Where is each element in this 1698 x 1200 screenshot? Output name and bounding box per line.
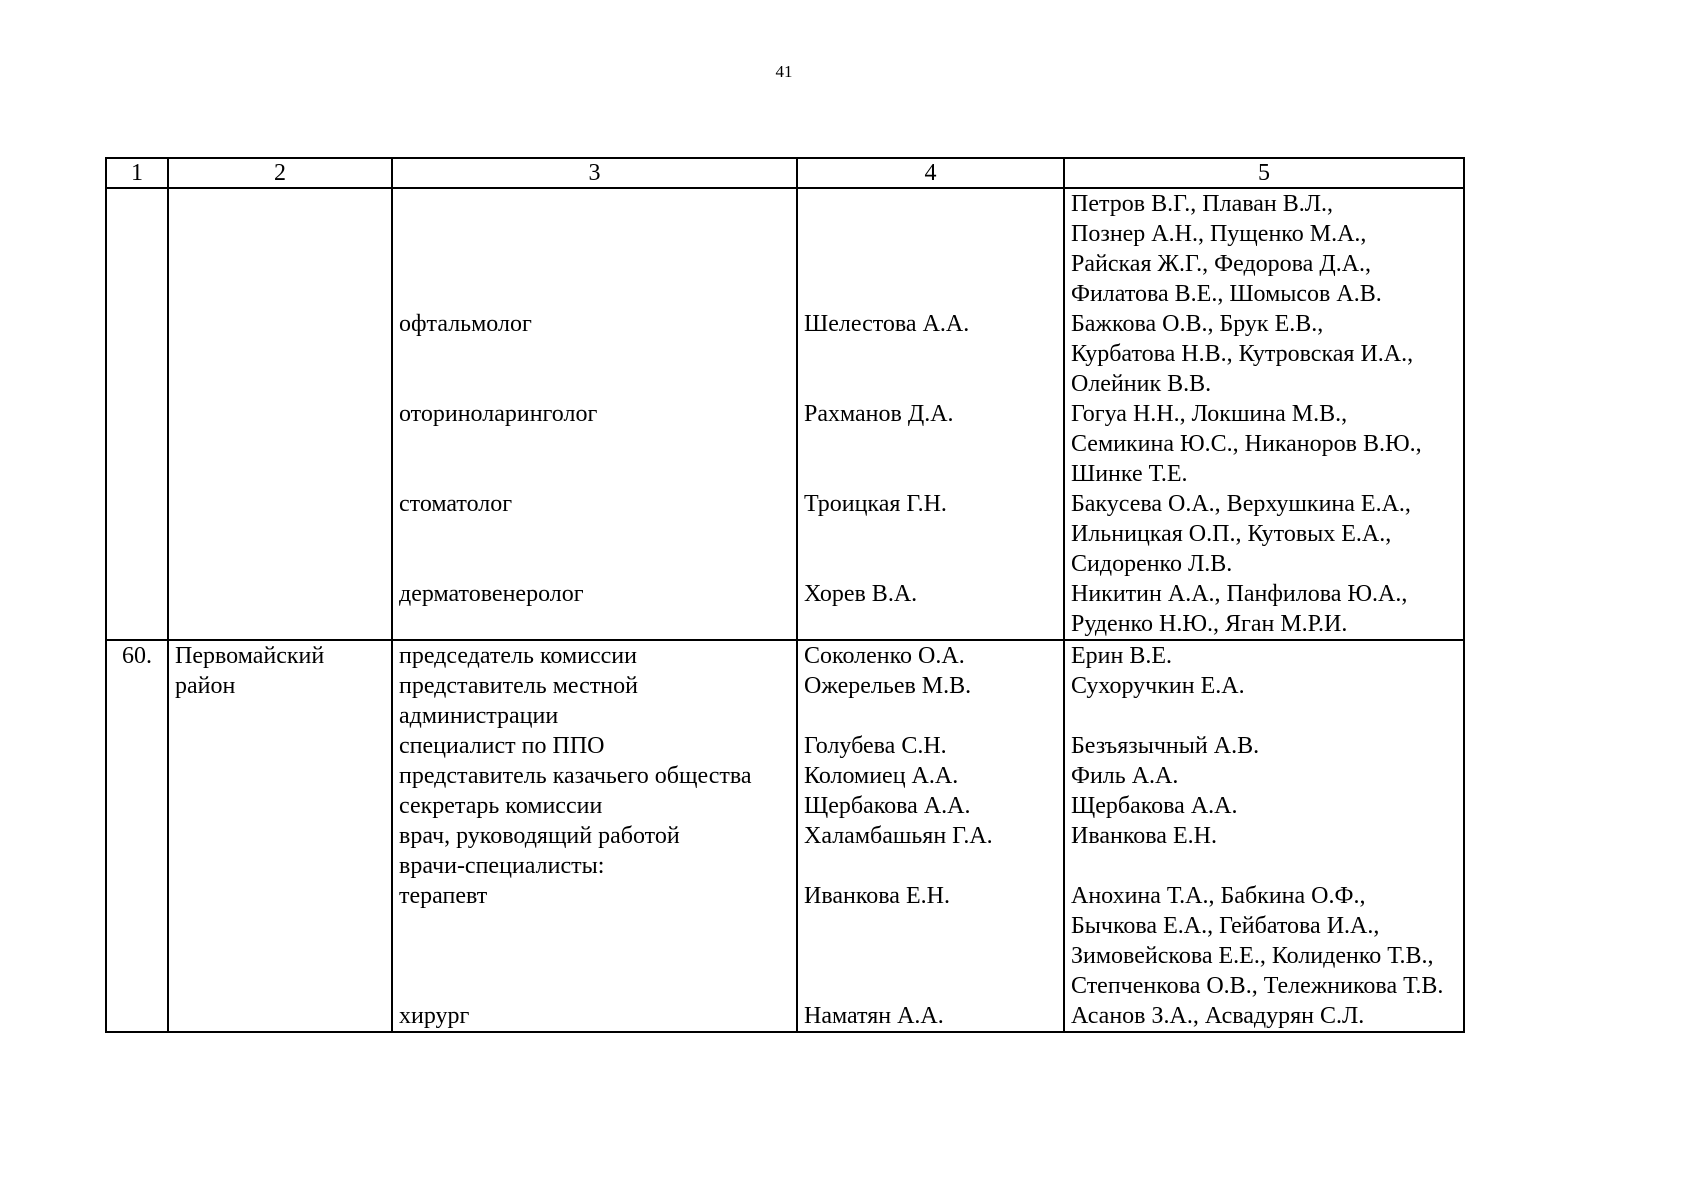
header-col-5: 5 — [1064, 158, 1464, 188]
district-name: Первомайский район — [168, 640, 392, 1032]
page-number: 41 — [775, 62, 793, 81]
district-name — [168, 188, 392, 640]
row-number — [106, 188, 168, 640]
table-header-row — [106, 158, 1464, 188]
header-col-2: 2 — [168, 158, 392, 188]
commission-table — [105, 157, 1465, 1033]
row-number: 60. — [106, 640, 168, 1032]
reserve-members: Ерин В.Е. Сухоручкин Е.А. Безъязычный А.В. Филь А.А. Щербакова А.А. Иванкова Е.Н. Анохина Т.А., Бабкина О.Ф., Бычкова Е.А., Гейбатова И.А., Зимовейскова Е.Е., Колиденко Т.В., Степченкова О.В., Тележникова Т.В. Асанов З.А., Асвадурян С.Л. — [1064, 640, 1464, 1032]
table-row — [106, 188, 1464, 640]
commission-roles: офтальмолог оториноларинголог стоматолог дерматовенеролог — [392, 188, 797, 640]
reserve-members: Петров В.Г., Плаван В.Л., Познер А.Н., Пущенко М.А., Райская Ж.Г., Федорова Д.А., Филатова В.Е., Шомысов А.В. Бажкова О.В., Брук Е.В., Курбатова Н.В., Кутровская И.А., Олейник В.В. Гогуа Н.Н., Локшина М.В., Семикина Ю.С., Никаноров В.Ю., Шинке Т.Е. Бакусева О.А., Верхушкина Е.А., Ильницкая О.П., Кутовых Е.А., Сидоренко Л.В. Никитин А.А., Панфилова Ю.А., Руденко Н.Ю., Яган М.Р.И. — [1064, 188, 1464, 640]
header-col-4: 4 — [797, 158, 1064, 188]
table-row — [106, 640, 1464, 1032]
commission-roles: председатель комиссии представитель местной администрации специалист по ППО представитель казачьего общества секретарь комиссии врач, руководящий работой врачи-специалисты: терапевт хирург — [392, 640, 797, 1032]
commission-members: Шелестова А.А. Рахманов Д.А. Троицкая Г.Н. Хорев В.А. — [797, 188, 1064, 640]
header-col-3: 3 — [392, 158, 797, 188]
header-col-1: 1 — [106, 158, 168, 188]
commission-members: Соколенко О.А. Ожерельев М.В. Голубева С.Н. Коломиец А.А. Щербакова А.А. Халамбашьян Г.А. Иванкова Е.Н. Наматян А.А. — [797, 640, 1064, 1032]
